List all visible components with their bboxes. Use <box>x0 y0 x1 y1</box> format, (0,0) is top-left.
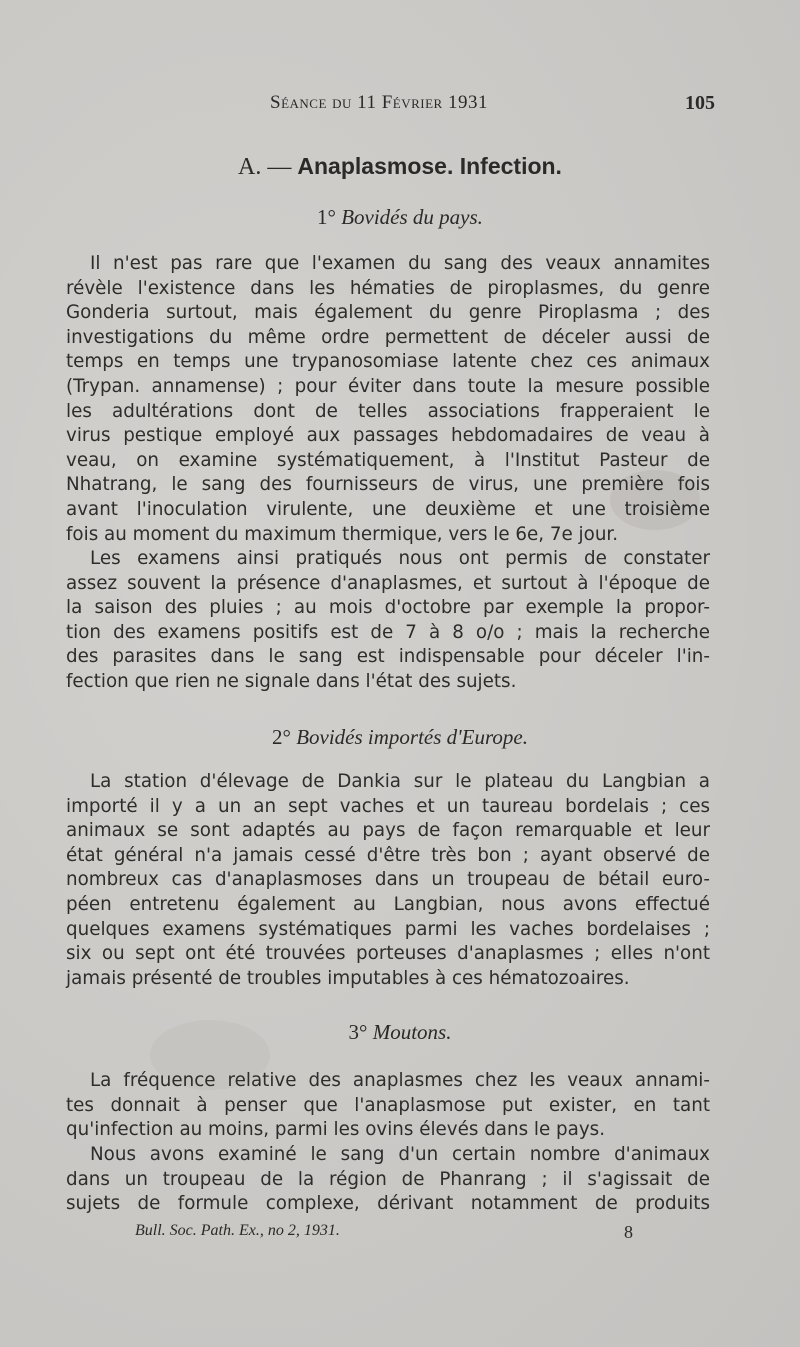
running-head <box>0 92 800 122</box>
text-line: dans un troupeau de la région de Phanrang ; il s'agissait de <box>66 1168 710 1190</box>
page-footer <box>0 1222 800 1248</box>
subheading-1 <box>0 205 800 230</box>
text-line: Il n'est pas rare que l'examen du sang des veaux annamites <box>90 253 710 274</box>
subheading-title: Bovidés du pays. <box>341 205 483 229</box>
text-line: La fréquence relative des anaplasmes chez les veaux annami- <box>90 1070 710 1091</box>
journal-citation: Bull. Soc. Path. Ex., no 2, 1931. <box>135 1222 340 1239</box>
text-line: qu'infection au moins, parmi les ovins élevés dans le pays. <box>66 1119 606 1141</box>
text-line: les adultérations dont de telles associations frapperaient le <box>66 400 710 422</box>
page-number: 105 <box>685 92 715 114</box>
text-line: tion des examens positifs est de 7 à 8 o/o ; mais la recherche <box>66 621 710 643</box>
text-line: Nhatrang, le sang des fournisseurs de virus, une première fois <box>66 474 710 496</box>
text-line: veau, on examine systématiquement, à l'Institut Pasteur de <box>66 449 710 471</box>
subheading-number: 2° <box>272 725 291 749</box>
text-line: sujets de formule complexe, dérivant notamment de produits <box>66 1193 710 1215</box>
text-line: fection que rien ne signale dans l'état des sujets. <box>66 670 517 692</box>
text-line: la saison des pluies ; au mois d'octobre par exemple la propor- <box>66 597 710 619</box>
text-line: Gonderia surtout, mais également du genre Piroplasma ; des <box>66 302 710 324</box>
text-line: (Trypan. annamense) ; pour éviter dans toute la mesure possible <box>66 375 710 397</box>
subheading-number: 3° <box>348 1020 368 1044</box>
text-line: avant l'inoculation virulente, une deuxième et une troisième <box>66 498 710 520</box>
running-title: Séance du 11 Février 1931 <box>270 92 488 113</box>
paragraph-1 <box>66 252 710 547</box>
paragraph-4 <box>66 1069 710 1143</box>
text-line: nombreux cas d'anaplasmoses dans un troupeau de bétail euro- <box>66 869 710 891</box>
text-line: assez souvent la présence d'anaplasmes, et surtout à l'époque de <box>66 572 710 594</box>
subheading-title: Bovidés importés d'Europe. <box>296 725 528 749</box>
section-heading: Anaplasmose. Infection. <box>297 153 562 179</box>
text-line: révèle l'existence dans les hématies de piroplasmes, du genre <box>66 277 710 299</box>
text-line: fois au moment du maximum thermique, vers le 6e, 7e jour. <box>66 523 619 545</box>
section-title <box>0 153 800 181</box>
text-line: des parasites dans le sang est indispensable pour déceler l'in- <box>66 646 710 668</box>
text-line: virus pestique employé aux passages hebdomadaires de veau à <box>66 425 710 447</box>
subheading-3 <box>0 1020 800 1045</box>
paragraph-5 <box>66 1143 710 1217</box>
paragraph-3 <box>66 770 710 991</box>
signature-mark: 8 <box>624 1222 633 1242</box>
text-line: jamais présenté de troubles imputables à ces hématozoaires. <box>66 967 630 989</box>
text-line: Les examens ainsi pratiqués nous ont permis de constater <box>90 548 710 569</box>
section-prefix: A. — <box>238 154 292 180</box>
text-line: état général n'a jamais cessé d'être très bon ; ayant observé de <box>66 844 710 866</box>
text-line: péen entretenu également au Langbian, nous avons effectué <box>66 893 710 915</box>
subheading-number: 1° <box>317 205 336 229</box>
text-line: six ou sept ont été trouvées porteuses d'anaplasmes ; elles n'ont <box>66 943 710 965</box>
text-line: Nous avons examiné le sang d'un certain nombre d'animaux <box>90 1144 710 1165</box>
text-line: quelques examens systématiques parmi les vaches bordelaises ; <box>66 918 710 940</box>
text-line: investigations du même ordre permettent de déceler aussi de <box>66 326 710 348</box>
text-line: temps en temps une trypanosomiase latente chez ces animaux <box>66 351 710 373</box>
subheading-title: Moutons. <box>372 1020 452 1044</box>
text-line: La station d'élevage de Dankia sur le plateau du Langbian a <box>90 771 710 792</box>
subheading-2 <box>0 725 800 750</box>
text-line: importé il y a un an sept vaches et un taureau bordelais ; ces <box>66 795 710 817</box>
text-line: animaux se sont adaptés au pays de façon remarquable et leur <box>66 820 710 842</box>
text-line: tes donnait à penser que l'anaplasmose put exister, en tant <box>66 1094 710 1116</box>
paragraph-2 <box>66 547 710 695</box>
